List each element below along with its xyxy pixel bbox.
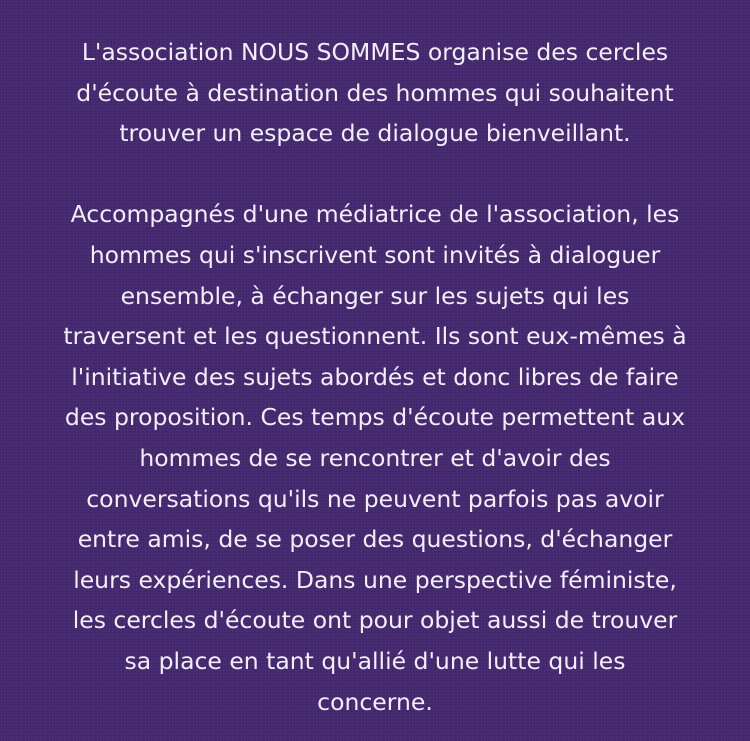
text-line: des proposition. Ces temps d'écoute permettent aux — [64, 403, 686, 432]
paragraph-spacer — [0, 154, 750, 195]
text-line: les cercles d'écoute ont pour objet aussi de trouver — [72, 606, 678, 635]
text-line: ensemble, à échanger sur les sujets qui les — [120, 281, 630, 310]
text-line: hommes qui s'inscrivent sont invités à dialoguer — [89, 240, 661, 269]
text-line: L'association NOUS SOMMES organise des cercles — [81, 38, 669, 66]
text-line: Accompagnés d'une médiatrice de l'association, les — [70, 200, 680, 229]
text-line: hommes de se rencontrer et d'avoir des — [139, 443, 611, 472]
text-line: concerne. — [317, 687, 433, 716]
text-line: leurs expériences. Dans une perspective féministe, — [73, 565, 677, 594]
intro-paragraph — [25, 32, 725, 154]
description-paragraph — [25, 194, 725, 722]
text-line: entre amis, de se poser des questions, d'échanger — [77, 525, 673, 554]
text-line: l'initiative des sujets abordés et donc libres de faire — [71, 362, 679, 391]
text-line: sa place en tant qu'allié d'une lutte qui les — [124, 646, 626, 675]
text-line: trouver un espace de dialogue bienveillant. — [119, 119, 631, 148]
text-line: traversent et les questionnent. Ils sont eux-mêmes à — [63, 322, 687, 351]
text-line: d'écoute à destination des hommes qui souhaitent — [76, 78, 674, 107]
text-line: conversations qu'ils ne peuvent parfois pas avoir — [86, 484, 664, 513]
